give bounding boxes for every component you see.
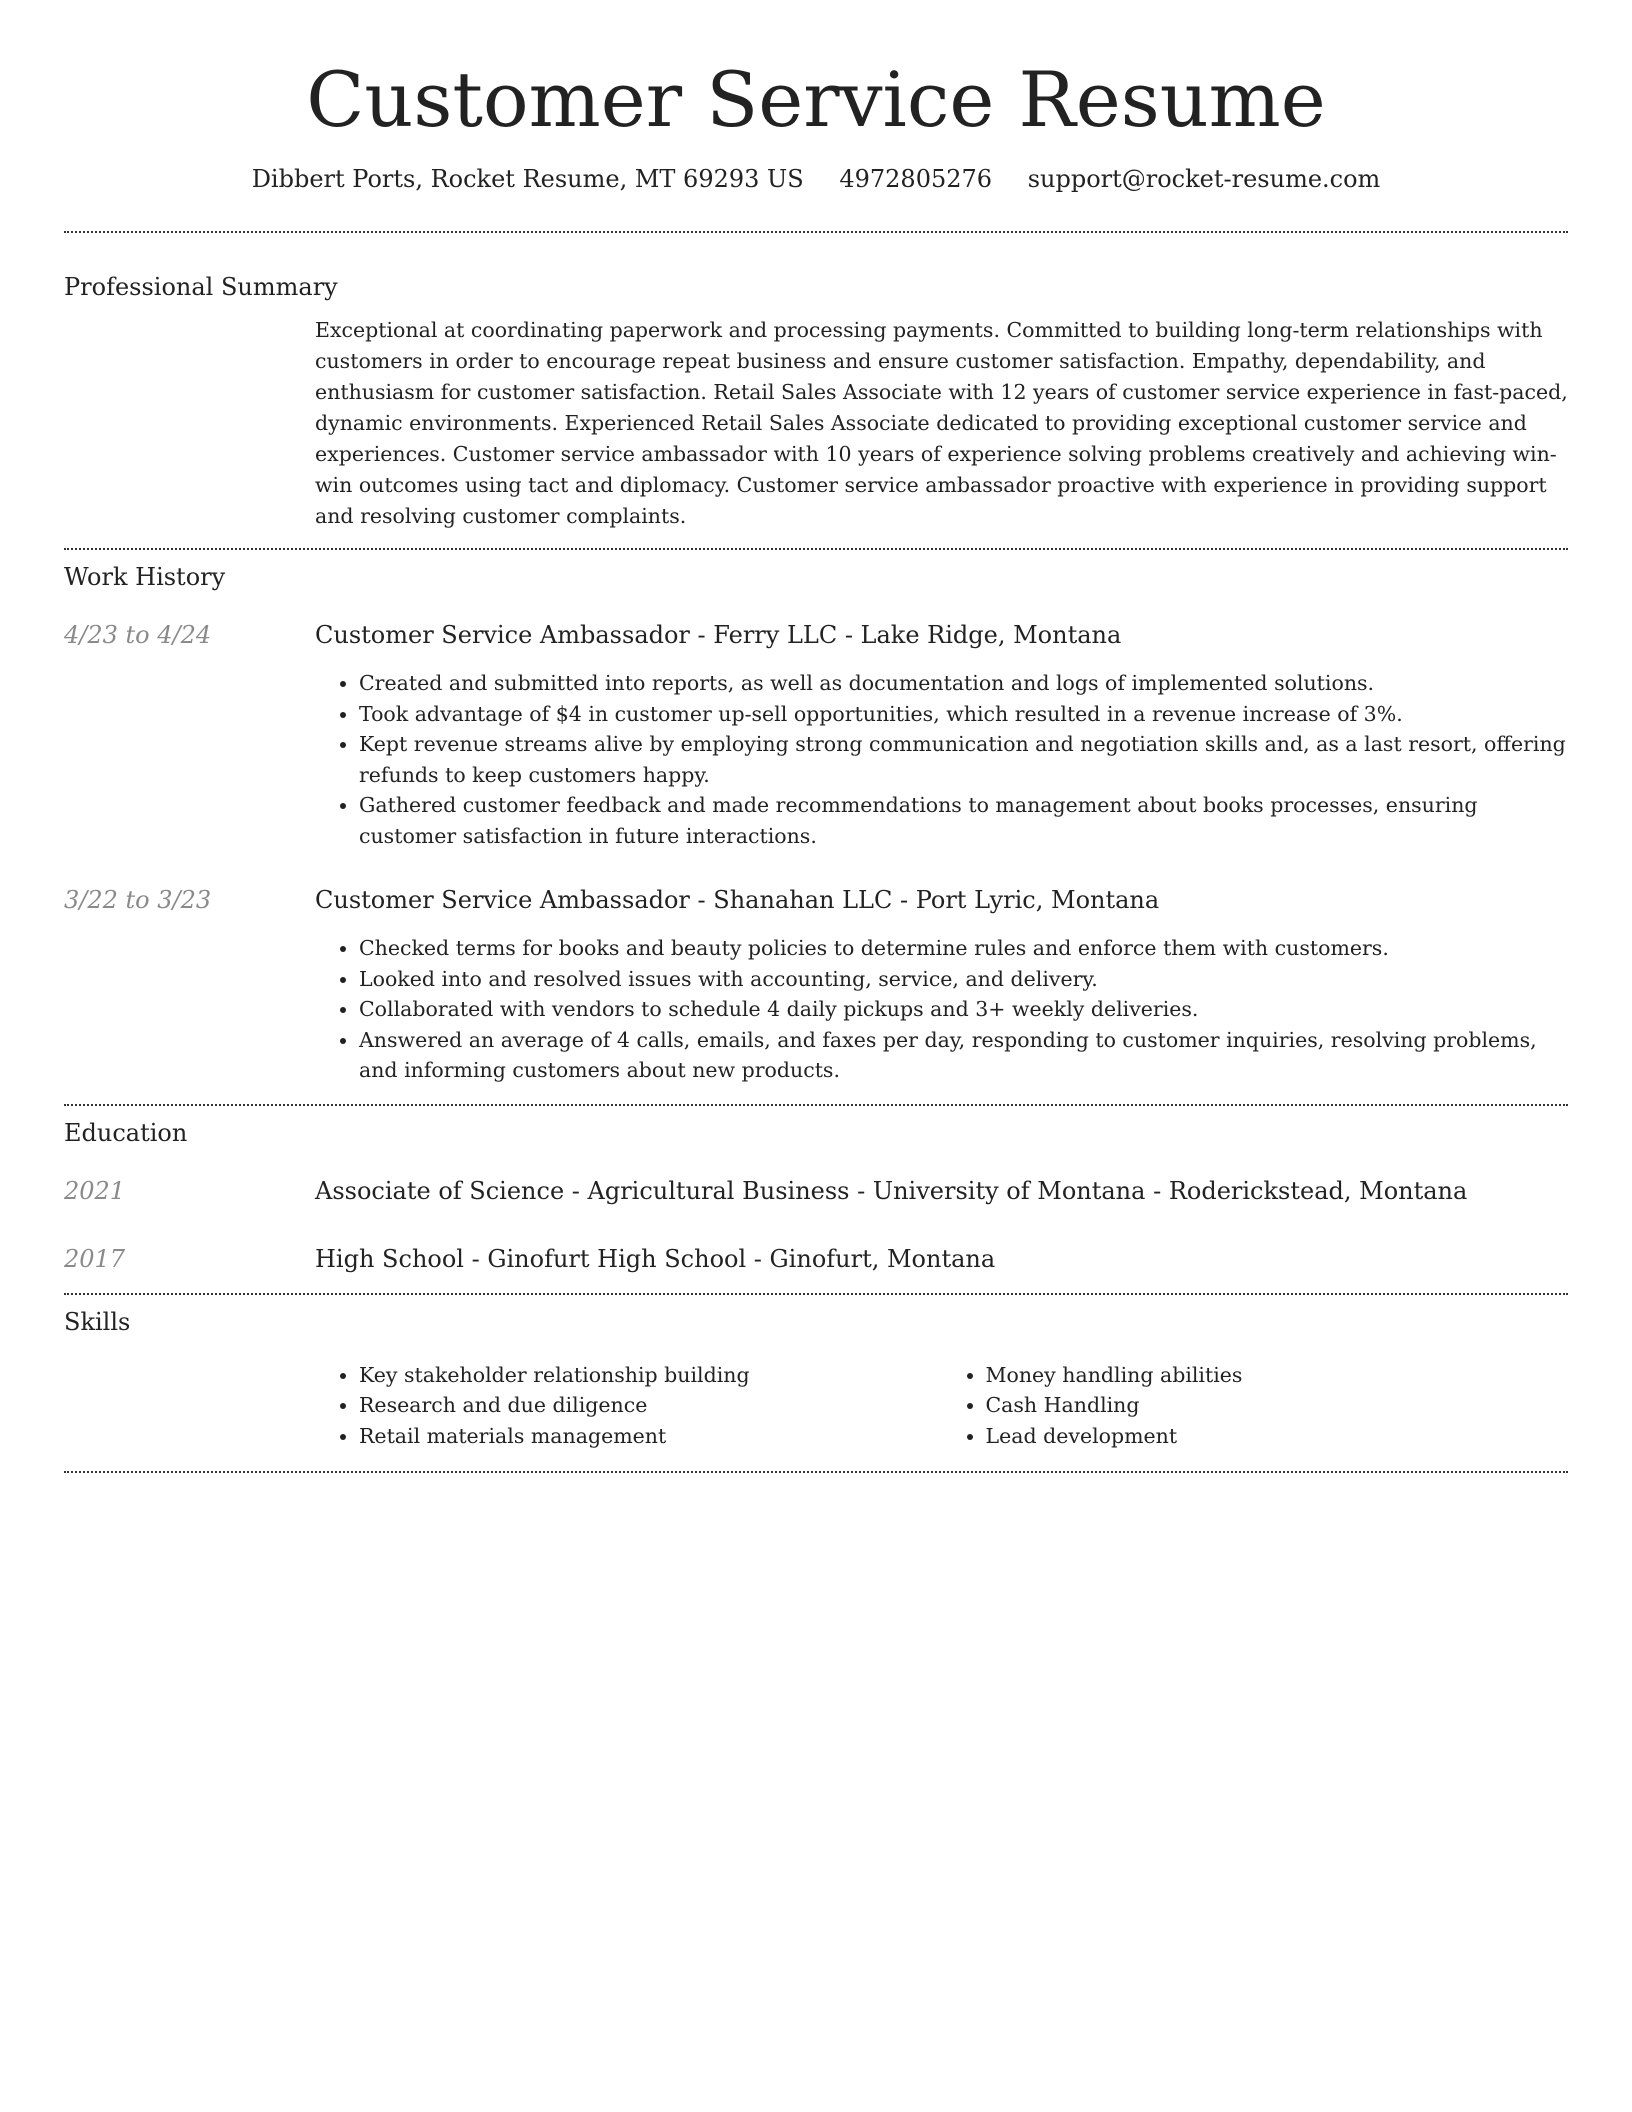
skills-section [64,1307,1568,1452]
skill-item: • Money handling abilities [986,1360,1569,1391]
education-details: - University of Montana - Roderickstead, Montana [849,1176,1468,1205]
job-header [64,620,1568,650]
skills-grid [315,1360,1568,1452]
job-bullet: • Gathered customer feedback and made recommendations to management about books processes, ensuring customer satisfaction in future interactions. [359,790,1568,851]
job-dates: 4/23 to 4/24 [64,621,212,649]
job-header [64,885,1568,915]
job-title-line [315,620,1568,650]
skills-list-right [942,1360,1569,1452]
job-title: Customer Service Ambassador [315,621,690,649]
skill-item: • Retail materials management [359,1421,942,1452]
skills-list-left [315,1360,942,1452]
education-details: - Ginofurt High School - Ginofurt, Montana [463,1244,996,1273]
skill-item: • Cash Handling [986,1390,1569,1421]
job-title-line [315,885,1568,915]
resume-page [64,0,1568,1473]
summary-spacer [64,315,315,532]
job-spacer [64,933,315,1086]
job-bullets-row [64,668,1568,851]
education-year: 2021 [64,1176,126,1205]
job-bullet: • Took advantage of $4 in customer up-sell opportunities, which resulted in a revenue increase of 3%. [359,699,1568,730]
job-bullet: • Collaborated with vendors to schedule 4 daily pickups and 3+ weekly deliveries. [359,994,1568,1025]
job-bullet: • Checked terms for books and beauty policies to determine rules and enforce them with customers. [359,933,1568,964]
summary-content [315,315,1568,532]
education-line [315,1176,1568,1206]
summary-text: Exceptional at coordinating paperwork and processing payments. Committed to building long-term relationships with customers in order to encourage repeat business and ensure customer satisfaction. Empathy, dependability, and enthusiasm for customer satisfaction. Retail Sales Associate with 12 years of customer service experience in fast-paced, dynamic environments. Experienced Retail Sales Associate dedicated to providing exceptional customer service and experiences. Customer service ambassador with 10 years of experience solving problems creatively and achieving win-win outcomes using tact and diplomacy. Customer service ambassador proactive with experience in providing support and resolving customer complaints. [315,318,1568,528]
job-bullet: • Kept revenue streams alive by employing strong communication and negotiation skills and, as a last resort, offering refunds to keep customers happy. [359,729,1568,790]
contact-email: support@rocket-resume.com [1027,165,1381,193]
skills-heading: Skills [64,1307,131,1336]
divider [64,548,1568,550]
job-bullet: • Answered an average of 4 calls, emails, and faxes per day, responding to customer inquiries, resolving problems, and informing customers about new products. [359,1025,1568,1086]
education-entry [64,1244,1568,1274]
contact-phone: 4972805276 [839,165,993,193]
skills-spacer [64,1360,315,1452]
education-degree: Associate of Science - Agricultural Business [315,1176,850,1205]
job-bullets-container [315,933,1568,1086]
divider [64,1471,1568,1473]
job-bullets [315,668,1568,851]
job-bullet: • Created and submitted into reports, as well as documentation and logs of implemented solutions. [359,668,1568,699]
job-details: - Ferry LLC - Lake Ridge, Montana [689,621,1122,649]
job-spacer [64,668,315,851]
education-degree: High School [315,1244,464,1273]
education-heading: Education [64,1118,188,1147]
skill-item: • Key stakeholder relationship building [359,1360,942,1391]
skills-row [64,1360,1568,1452]
summary-heading: Professional Summary [64,273,338,301]
summary-section [64,272,1568,532]
skill-item: • Lead development [986,1421,1569,1452]
job-entry [64,885,1568,1086]
summary-row [64,315,1568,532]
education-year: 2017 [64,1244,126,1273]
job-bullets-row [64,933,1568,1086]
job-entry [64,620,1568,851]
divider [64,1293,1568,1295]
divider [64,1104,1568,1106]
education-section [64,1118,1568,1274]
divider [64,231,1568,233]
job-bullets [315,933,1568,1086]
education-line [315,1244,1568,1274]
contact-address: Dibbert Ports, Rocket Resume, MT 69293 US [251,165,804,193]
work-section [64,562,1568,1086]
education-entry [64,1176,1568,1206]
job-title: Customer Service Ambassador [315,886,690,914]
job-bullet: • Looked into and resolved issues with accounting, service, and delivery. [359,964,1568,995]
work-heading: Work History [64,563,226,591]
contact-line [64,164,1568,194]
job-details: - Shanahan LLC - Port Lyric, Montana [689,886,1160,914]
job-bullets-container [315,668,1568,851]
resume-title: Customer Service Resume [306,55,1326,144]
job-dates: 3/22 to 3/23 [64,886,212,914]
skill-item: • Research and due diligence [359,1390,942,1421]
